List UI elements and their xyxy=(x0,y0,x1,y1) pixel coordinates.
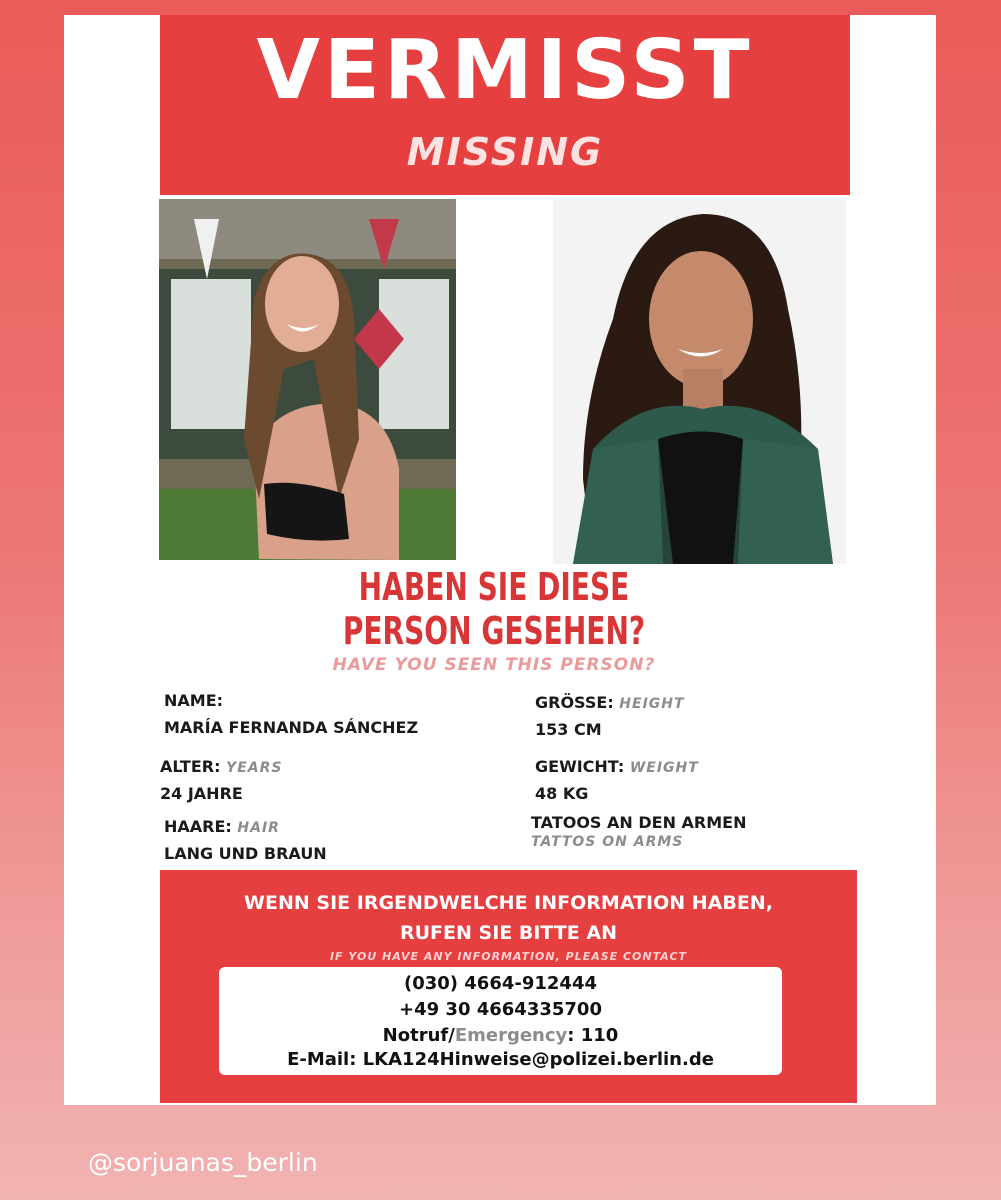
weight-label: GEWICHT: xyxy=(535,757,625,776)
field-height xyxy=(535,693,685,739)
hair-label: HAARE: xyxy=(164,817,232,836)
title-en: MISSING xyxy=(406,130,604,174)
hair-value: LANG UND BRAUN xyxy=(164,844,327,863)
age-label: ALTER: xyxy=(160,757,221,776)
photo-portrait xyxy=(553,199,846,564)
height-label: GRÖSSE: xyxy=(535,693,614,712)
phone-2[interactable]: +49 30 4664335700 xyxy=(399,999,602,1020)
watermark-handle: @sorjuanas_berlin xyxy=(88,1148,318,1177)
tattoos-label-en: TATTOS ON ARMS xyxy=(531,834,684,850)
missing-poster xyxy=(64,15,936,1105)
age-label-en: YEARS xyxy=(226,760,283,776)
headline-de xyxy=(273,565,716,653)
emergency-en: Emergency xyxy=(454,1025,568,1046)
name-value: MARÍA FERNANDA SÁNCHEZ xyxy=(164,718,419,737)
hair-label-en: HAIR xyxy=(237,820,280,836)
height-value: 153 CM xyxy=(535,720,602,739)
name-label: NAME: xyxy=(164,691,224,710)
contact-banner xyxy=(160,870,857,1103)
contact-box xyxy=(219,967,782,1075)
contact-line2: RUFEN SIE BITTE AN xyxy=(400,922,617,944)
emergency-number: : 110 xyxy=(567,1025,619,1046)
field-age xyxy=(160,757,282,803)
field-weight xyxy=(535,757,699,803)
headline-en: HAVE YOU SEEN THIS PERSON? xyxy=(332,655,656,675)
headline-line2: PERSON GESEHEN? xyxy=(342,609,646,653)
emergency-line[interactable] xyxy=(219,1025,782,1046)
field-tattoos xyxy=(531,813,746,850)
headline-line1: HABEN SIE DIESE xyxy=(358,565,630,609)
contact-en: IF YOU HAVE ANY INFORMATION, PLEASE CONTACT xyxy=(329,950,688,963)
field-hair xyxy=(164,817,327,863)
email-line[interactable]: E-Mail: LKA124Hinweise@polizei.berlin.de xyxy=(287,1049,714,1070)
field-name xyxy=(164,691,418,737)
weight-value: 48 KG xyxy=(535,784,589,803)
title-banner xyxy=(160,15,850,195)
photo-outdoor xyxy=(159,199,456,560)
weight-label-en: WEIGHT xyxy=(629,760,699,776)
contact-line1: WENN SIE IRGENDWELCHE INFORMATION HABEN, xyxy=(244,892,773,914)
phone-1[interactable]: (030) 4664-912444 xyxy=(403,973,597,994)
height-label-en: HEIGHT xyxy=(619,696,685,712)
age-value: 24 JAHRE xyxy=(160,784,243,803)
title-de: VERMISST xyxy=(256,23,754,118)
tattoos-label: TATOOS AN DEN ARMEN xyxy=(531,813,747,832)
emergency-de: Notruf/ xyxy=(382,1025,455,1046)
